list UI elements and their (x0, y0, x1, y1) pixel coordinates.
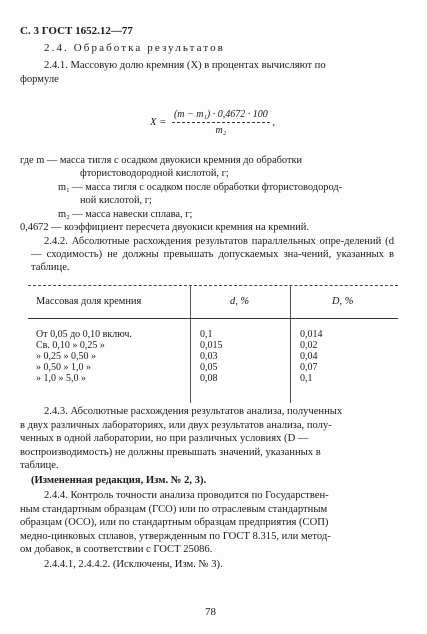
para-2-4-1-line-1: 2.4.1. Массовую долю кремния (X) в процентах вычисляют по (44, 60, 326, 71)
formula-numerator: (m − m₁) · 0,4672 · 100 (173, 109, 268, 120)
fraction-bar (172, 122, 270, 123)
table-top-rule (28, 285, 398, 286)
table-row-range: » 1,0 » 5,0 » (36, 373, 86, 384)
document-header: С. 3 ГОСТ 1652.12—77 (20, 25, 133, 37)
table-row-range: Св. 0,10 » 0,25 » (36, 340, 105, 351)
table-row-range: » 0,25 » 0,50 » (36, 351, 96, 362)
table-header-rule (28, 318, 398, 319)
where-line: 0,4672 — коэффициент пересчета двуокиси кремния на кремний. (20, 222, 309, 233)
para-2-4-3-line: воспроизводимость) не должны превышать значений, указанных в (20, 447, 321, 458)
table-header-range: Массовая доля кремния (36, 296, 142, 307)
table-row-range: » 0,50 » 1,0 » (36, 362, 91, 373)
table-cell-D: 0,04 (300, 351, 318, 362)
para-2-4-1-line-2: формуле (20, 74, 59, 85)
table-cell-d: 0,03 (200, 351, 218, 362)
para-2-4-2: 2.4.2. Абсолютные расхождения результатов параллельных опре-делений (d — сходимость) не должны превышать допускаемых зна-чений, указанных в таблице. (31, 236, 394, 274)
edition-note: (Измененная редакция, Изм. № 2, 3). (31, 475, 207, 486)
table-cell-d: 0,05 (200, 362, 218, 373)
table-cell-D: 0,07 (300, 362, 318, 373)
table-row-range: От 0,05 до 0,10 включ. (36, 329, 132, 340)
formula-fraction (172, 108, 270, 137)
para-2-4-4-1: 2.4.4.1, 2.4.4.2. (Исключены, Изм. № 3). (44, 559, 223, 570)
table-cell-d: 0,015 (200, 340, 223, 351)
where-line: ной кислотой, г; (80, 195, 152, 206)
table-header-D: D, % (332, 296, 354, 307)
formula-denominator: m₂ (215, 125, 227, 137)
table-cell-d: 0,08 (200, 373, 218, 384)
section-title: 2.4. Обработка результатов (44, 42, 225, 54)
para-2-4-4-line: образцам (ОСО), или по стандартным образцам предприятия (СОП) (20, 517, 329, 528)
formula-tail: , (272, 117, 276, 129)
where-line: где m — масса тигля с осадком двуокиси кремния до обработки (20, 155, 303, 166)
para-2-4-4-line: 2.4.4. Контроль точности анализа проводится по Государствен- (44, 490, 329, 501)
formula-lhs: X = (150, 117, 167, 129)
where-line: фтористоводородной кислотой, г; (80, 168, 229, 179)
para-2-4-3-line: в двух различных лабораториях, или двух результатов анализа, полу- (20, 420, 332, 431)
table-cell-D: 0,014 (300, 329, 323, 340)
para-2-4-4-line: ом добавок, в соответствии с ГОСТ 25086. (20, 544, 213, 555)
para-2-4-4-line: ным стандартным образцам (ГСО) или по отраслевым стандартным (20, 504, 328, 515)
table-column-divider (290, 285, 291, 403)
page-number: 78 (205, 606, 216, 618)
where-line: m₁ — масса тигля с осадком после обработки фтористоводород- (58, 182, 343, 193)
table-cell-D: 0,1 (300, 373, 313, 384)
formula (150, 108, 275, 137)
table-header-d: d, % (230, 296, 250, 307)
table-column-divider (190, 285, 191, 403)
where-line: m₂ — масса навески сплава, г; (58, 209, 193, 220)
para-2-4-3-line: ченных в одной лаборатории, но при различных условиях (D — (20, 433, 309, 444)
table-cell-D: 0,02 (300, 340, 318, 351)
table-cell-d: 0,1 (200, 329, 213, 340)
para-2-4-3-line: таблице. (20, 460, 59, 471)
para-2-4-3-line: 2.4.3. Абсолютные расхождения результатов анализа, полученных (44, 406, 343, 417)
para-2-4-4-line: медно-цинковых сплавов, утвержденным по ГОСТ 8.315, или метод- (20, 531, 331, 542)
